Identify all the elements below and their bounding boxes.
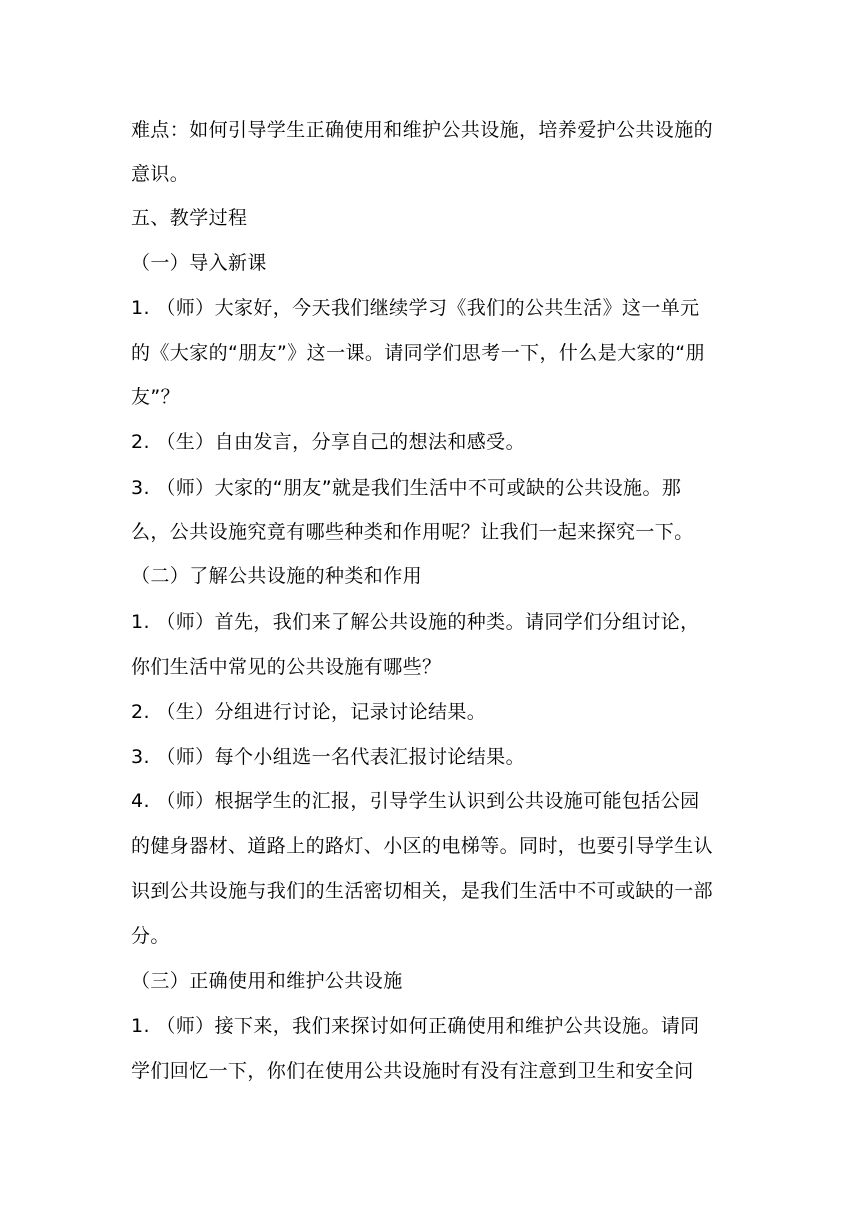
text-line: 学们回忆一下，你们在使用公共设施时有没有注意到卫生和安全问 [131, 1060, 694, 1082]
text-line: 1. （师）接下来，我们来探讨如何正确使用和维护公共设施。请同 [131, 1015, 700, 1037]
text-line: 3. （师）每个小组选一名代表汇报讨论结果。 [131, 746, 525, 768]
text-line-difficulty: 难点：如何引导学生正确使用和维护公共设施，培养爱护公共设施的 [131, 119, 714, 141]
text-line: 的《大家的“朋友”》这一课。请同学们思考一下，什么是大家的“朋 [131, 342, 705, 364]
section-heading-teaching-process: 五、教学过程 [131, 207, 248, 229]
text-line: 3. （师）大家的“朋友”就是我们生活中不可或缺的公共设施。那 [131, 477, 682, 499]
text-line: 2. （生）自由发言，分享自己的想法和感受。 [131, 431, 525, 453]
subsection-heading-usage: （三）正确使用和维护公共设施 [131, 970, 403, 992]
text-line: 识到公共设施与我们的生活密切相关，是我们生活中不可或缺的一部 [131, 880, 714, 902]
text-line: 4. （师）根据学生的汇报，引导学生认识到公共设施可能包括公园 [131, 790, 700, 812]
subsection-heading-types: （二）了解公共设施的种类和作用 [131, 565, 423, 587]
text-line: 友”？ [131, 386, 181, 408]
text-line: 2. （生）分组进行讨论，记录讨论结果。 [131, 701, 487, 723]
text-line: 你们生活中常见的公共设施有哪些？ [131, 656, 442, 678]
text-line: 1. （师）首先，我们来了解公共设施的种类。请同学们分组讨论， [131, 611, 700, 633]
subsection-heading-introduction: （一）导入新课 [131, 252, 267, 274]
text-line: 分。 [131, 925, 170, 947]
text-line: 意识。 [131, 163, 190, 185]
text-line: 的健身器材、道路上的路灯、小区的电梯等。同时，也要引导学生认 [131, 835, 714, 857]
text-line: 1. （师）大家好，今天我们继续学习《我们的公共生活》这一单元 [131, 297, 700, 319]
text-line: 么，公共设施究竟有哪些种类和作用呢？让我们一起来探究一下。 [131, 521, 694, 543]
